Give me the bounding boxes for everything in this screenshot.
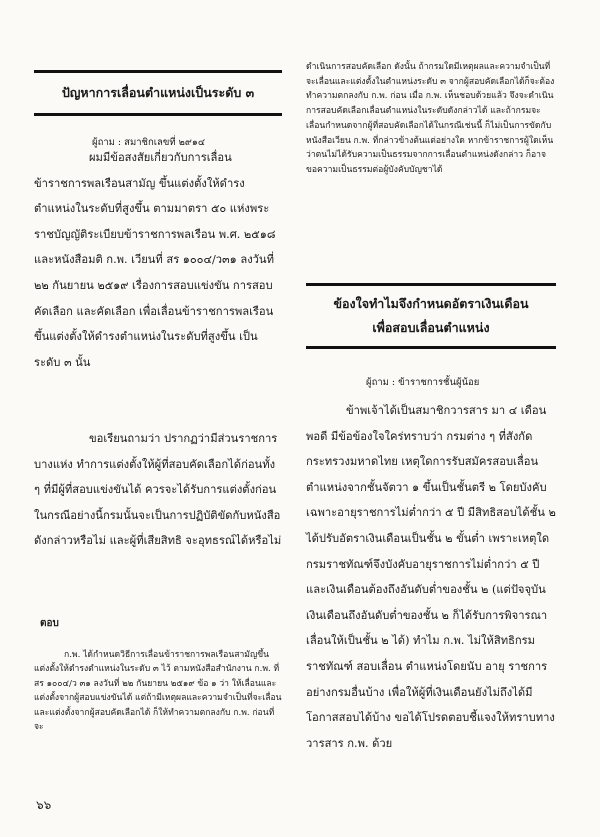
article1-title: ปัญหาการเลื่อนตำแหน่งเป็นระดับ ๓ [61, 85, 255, 100]
article1-asker: ผู้ถาม : สมาชิกเลขที่ ๒๙๑๔ [92, 137, 206, 148]
answer-label: ตอบ [40, 618, 59, 629]
article1-title-box [34, 70, 282, 116]
page-number: ๖๖ [36, 798, 52, 812]
article1-question-paragraph-1: ผมมีข้อสงสัยเกี่ยวกับการเลื่อนข้าราชการพลเรือนสามัญ ขึ้นแต่งตั้งให้ดำรงตำแหน่งในระดับที่สูงขึ้น ตามมาตรา ๕๐ แห่งพระราชบัญญัติระเบียบข้าราชการพลเรือน พ.ศ. ๒๕๑๘ และหนังสือมติ ก.พ. เวียนที่ สร ๑๐๐๔/ว๓๑ ลงวันที่ ๒๒ กันยายน ๒๕๑๙ เรื่องการสอบแข่งขัน การสอบคัดเลือก และคัดเลือก เพื่อเลื่อนข้าราชการพลเรือนขึ้นแต่งตั้งให้ดำรงตำแหน่งในระดับที่สูงขึ้น เป็น ระดับ ๓ นั้น [34, 151, 276, 369]
article1-question-paragraph-2: ขอเรียนถามว่า ปรากฏว่ามีส่วนราชการบางแห่ง ทำการแต่งตั้งให้ผู้ที่สอบคัดเลือกได้ก่อนทั้ง ๆ ที่มีผู้ที่สอบแข่งขันได้ ควรจะได้รับการแต่งตั้งก่อน ในกรณีอย่างนี้กรมนั้นจะเป็นการปฏิบัติขัดกับหนังสือดังกล่าวหรือไม่ และผู้ที่เสียสิทธิ จะอุทธรณ์ได้หรือไม่ [34, 432, 282, 548]
article1-answer-continued: ดำเนินการสอบคัดเลือก ดังนั้น ถ้ากรมใดมีเหตุผลและความจำเป็นที่จะเลื่อนและแต่งตั้งในตำแหน่งระดับ ๓ จากผู้สอบคัดเลือกได้ก็จะต้องทำความตกลงกับ ก.พ. ก่อน เมื่อ ก.พ. เห็นชอบด้วยแล้ว จึงจะดำเนินการสอบคัดเลือกเลื่อนตำแหน่งในระดับดังกล่าวได้ และถ้ากรมจะเลื่อนกำหนดจากผู้ที่สอบคัดเลือกได้ในกรณีเช่นนี้ ก็ไม่เป็นการขัดกับหนังสือเวียน ก.พ. ที่กล่าวข้างต้นแต่อย่างใด หากข้าราชการผู้ใดเห็นว่าตนไม่ได้รับความเป็นธรรมจากการเลื่อนตำแหน่งดังกล่าว ก็อาจขอความเป็นธรรมต่อผู้บังคับบัญชาได้ [306, 62, 555, 175]
article2-title-box [306, 283, 556, 349]
article1-answer-paragraph: ก.พ. ได้กำหนดวิธีการเลื่อนข้าราชการพลเรือนสามัญขึ้นแต่งตั้งให้ดำรงตำแหน่งในระดับ ๓ ไว้ ตามหนังสือสำนักงาน ก.พ. ที่ สร ๑๐๐๔/ว ๓๑ ลงวันที่ ๒๒ กันยายน ๒๕๑๙ ข้อ ๑ ว่า ให้เลื่อนและแต่งตั้งจากผู้สอบแข่งขันได้ แต่ถ้ามีเหตุผลและความจำเป็นที่จะเลื่อนและแต่งตั้งจากผู้สอบคัดเลือกได้ ก็ให้ทำความตกลงกับ ก.พ. ก่อนที่จะ [34, 650, 282, 733]
article2-title-line-1: ข้องใจทำไมจึงกำหนดอัตราเงินเดือน [333, 296, 529, 311]
article2-question-paragraph: ข้าพเจ้าได้เป็นสมาชิกวารสาร มา ๔ เดือน พอดี มีข้อข้องใจใคร่ทราบว่า กรมต่าง ๆ ที่สังกัดกระทรวงมหาดไทย เหตุใดการรับสมัครสอบเลื่อนตำแหน่งจากชั้นจัตวา ๑ ขึ้นเป็นชั้นตรี ๒ โดยบังคับเฉพาะอายุราชการไม่ต่ำกว่า ๕ ปี มีสิทธิสอบได้ชั้น ๒ ได้ปรับอัตราเงินเดือนเป็นชั้น ๒ ขั้นต่ำ เพราะเหตุใด กรมราชทัณฑ์จึงบังคับอายุราชการไม่ต่ำกว่า ๕ ปี และเงินเดือนต้องถึงอันดับต่ำของชั้น ๒ (แต่ปัจจุบันเงินเดือนถึงอันดับต่ำของชั้น ๒ ก็ได้รับการพิจารณาเลื่อนให้เป็นชั้น ๒ ได้) ทำไม ก.พ. ไม่ให้สิทธิกรมราชทัณฑ์ สอบเลื่อน ตำแหน่งโดยนับ อายุ ราชการอย่างกรมอื่นบ้าง เพื่อให้ผู้ที่เงินเดือนยังไม่ถึงได้มีโอกาสสอบได้บ้าง ขอได้โปรดตอบชี้แจงให้ทราบทางวารสาร ก.พ. ด้วย [306, 404, 556, 750]
article2-asker: ผู้ถาม : ข้าราชการชั้นผู้น้อย [366, 377, 480, 388]
article2-title-line-2: เพื่อสอบเลื่อนตำแหน่ง [372, 320, 490, 335]
